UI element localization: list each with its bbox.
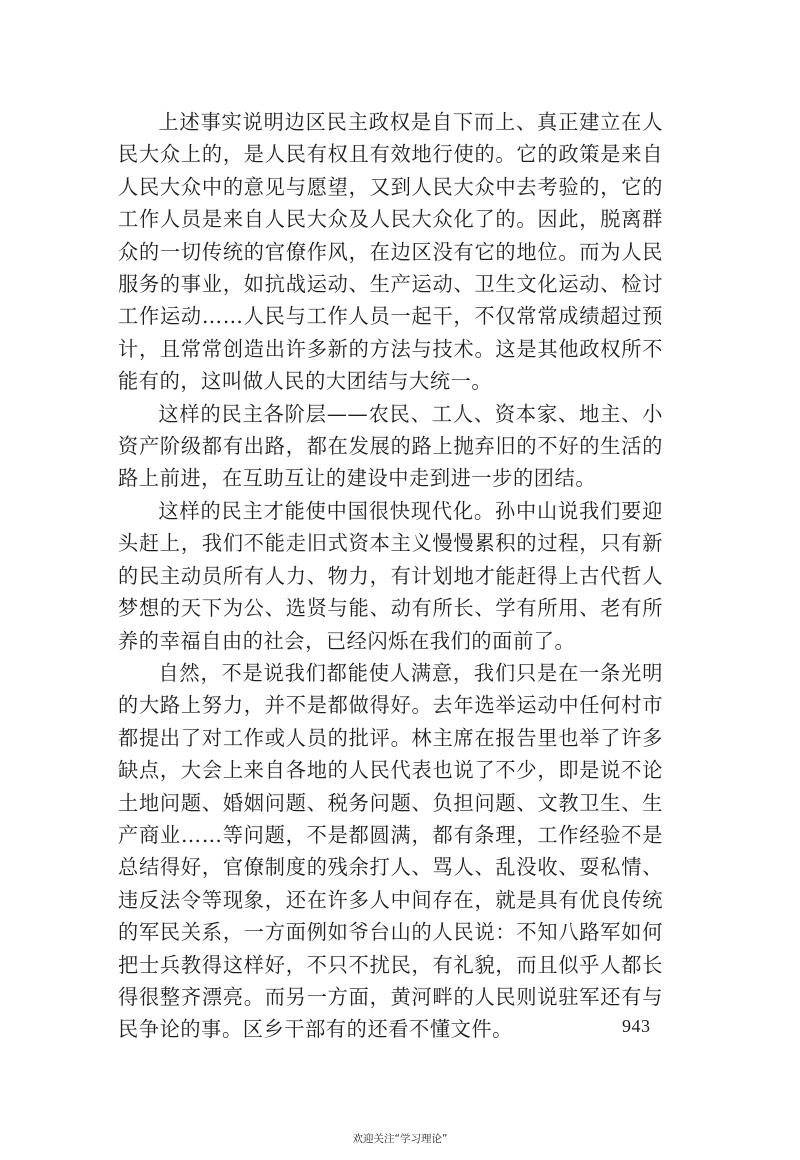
footer-note: 欢迎关注“学习理论” — [352, 1133, 448, 1145]
page-number: 943 — [622, 1016, 651, 1036]
paragraph-3: 这样的民主才能使中国很快现代化。孙中山说我们要迎头赶上，我们不能走旧式资本主义慢慢累积的过程，只有新的民主动员所有人力、物力，有计划地才能赶得上古代哲人梦想的天下为公、选贤与能、动有所长、学有所用、老有所养的幸福自由的社会，已经闪烁在我们的面前了。 — [118, 498, 663, 653]
paragraph-1: 上述事实说明边区民主政权是自下而上、真正建立在人民大众上的，是人民有权且有效地行使的。它的政策是来自人民大众中的意见与愿望，又到人民大众中去考验的，它的工作人员是来自人民大众及人民大众化了的。因此，脱离群众的一切传统的官僚作风，在边区没有它的地位。而为人民服务的事业，如抗战运动、生产运动、卫生文化运动、检讨工作运动……人民与工作人员一起干，不仅常常成绩超过预计，且常常创造出许多新的方法与技术。这是其他政权所不能有的，这叫做人民的大团结与大统一。 — [118, 110, 663, 394]
paragraph-2: 这样的民主各阶层——农民、工人、资本家、地主、小资产阶级都有出路，都在发展的路上抛弃旧的不好的生活的路上前进，在互助互让的建设中走到进一步的团结。 — [118, 401, 663, 491]
paragraph-4: 自然，不是说我们都能使人满意，我们只是在一条光明的大路上努力，并不是都做得好。去年选举运动中任何村市都提出了对工作或人员的批评。林主席在报告里也举了许多缺点，大会上来自各地的人民代表也说了不少，即是说不论土地问题、婚姻问题、税务问题、负担问题、文教卫生、生产商业……等问题，不是都圆满，都有条理，工作经验不是总结得好，官僚制度的残余打人、骂人、乱没收、耍私情、违反法令等现象，还在许多人中间存在，就是具有优良传统的军民关系，一方面例如爷台山的人民说：不知八路军如何把士兵教得这样好，不只不扰民，有礼貌，而且似乎人都长得很整齐漂亮。而另一方面，黄河畔的人民则说驻军还有与民争论的事。区乡干部有的还看不懂文件。 — [118, 660, 663, 1042]
body-text — [118, 106, 663, 1046]
